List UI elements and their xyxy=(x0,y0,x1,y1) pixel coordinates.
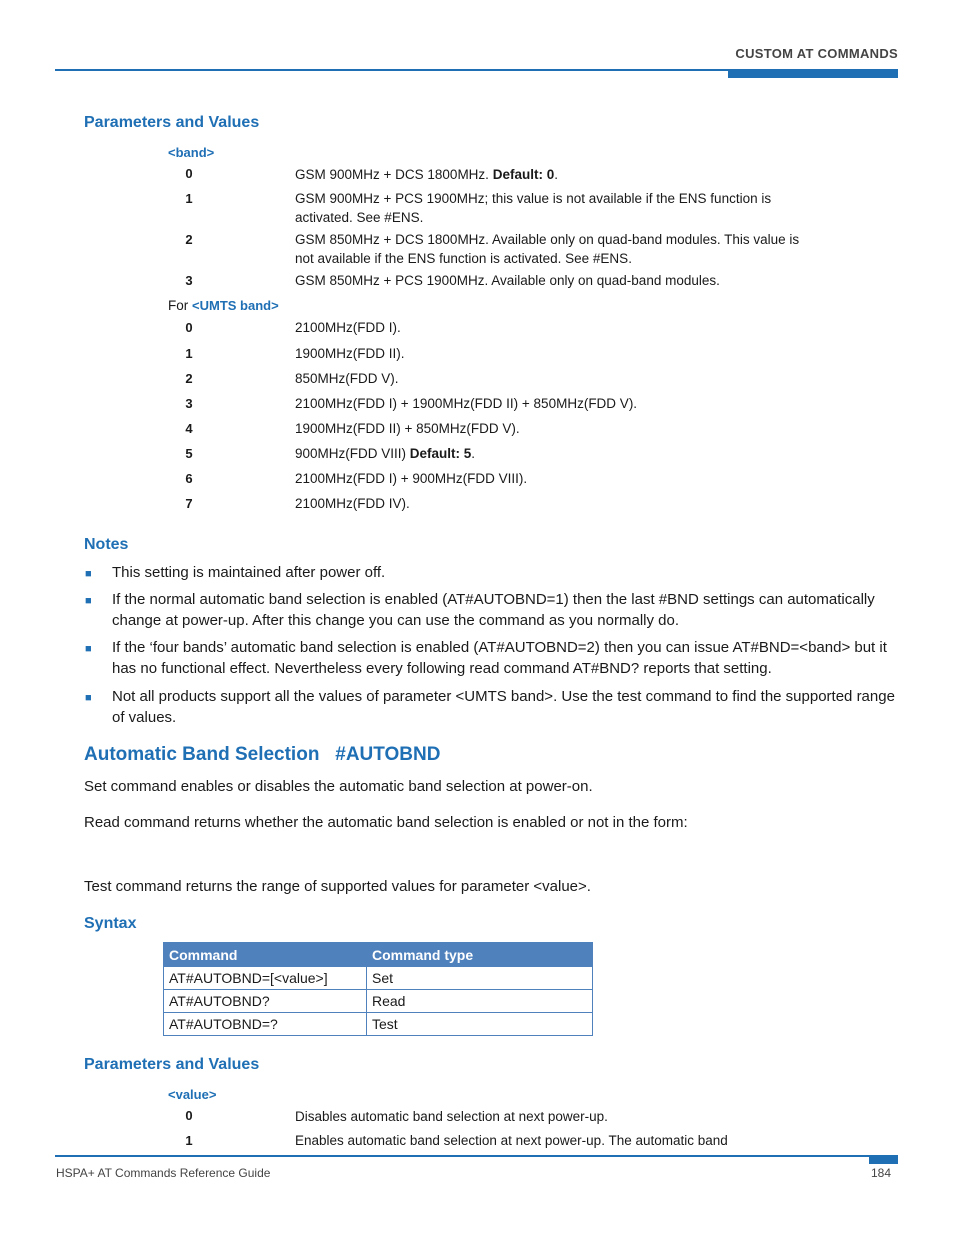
band-desc-3: GSM 850MHz + PCS 1900MHz. Available only on quad-band modules. xyxy=(295,273,720,288)
umts-desc-0: 2100MHz(FDD I). xyxy=(295,320,401,335)
umts-desc-7: 2100MHz(FDD IV). xyxy=(295,496,410,511)
section-heading-parameters-2: Parameters and Values xyxy=(84,1056,260,1073)
read-command-description: Read command returns whether the automatic band selection is enabled or not in the form: xyxy=(84,814,688,831)
umts-code-3: 3 xyxy=(185,396,193,411)
umts-desc-2: 850MHz(FDD V). xyxy=(295,371,399,386)
page-number: 184 xyxy=(871,1166,892,1180)
umts-code-6: 6 xyxy=(185,471,193,486)
note-item-2: If the normal automatic band selection is enabled (AT#AUTOBND=1) then the last #BND settings can automatically change at power-up. After this change you can use the command as you normally do. xyxy=(112,591,875,629)
value-desc-1: Enables automatic band selection at next power-up. The automatic band xyxy=(295,1133,728,1148)
table-cell: AT#AUTOBND=[<value>] xyxy=(164,967,367,990)
param-label-band: <band> xyxy=(168,145,215,160)
table-header-row xyxy=(164,943,593,967)
umts-desc-3: 2100MHz(FDD I) + 1900MHz(FDD II) + 850MHz(FDD V). xyxy=(295,396,638,411)
column-header-command: Command xyxy=(164,943,367,967)
band-code-1: 1 xyxy=(185,191,193,206)
footer-accent-bar xyxy=(869,1155,898,1164)
footer-rule xyxy=(55,1155,898,1157)
param-label-value: <value> xyxy=(168,1087,217,1102)
bullet-icon: ■ xyxy=(85,595,92,607)
value-code-1: 1 xyxy=(185,1133,193,1148)
band-code-3: 3 xyxy=(185,273,193,288)
param-label-umts-band: <UMTS band> xyxy=(192,298,279,313)
umts-desc-4: 1900MHz(FDD II) + 850MHz(FDD V). xyxy=(295,421,520,436)
bullet-icon: ■ xyxy=(85,643,92,655)
bullet-icon: ■ xyxy=(85,692,92,704)
table-cell: AT#AUTOBND? xyxy=(164,990,367,1013)
note-item-1: This setting is maintained after power off. xyxy=(112,564,386,581)
command-title: Automatic Band Selection #AUTOBND xyxy=(84,744,441,765)
table-cell: Test xyxy=(367,1013,593,1036)
band-desc-0: GSM 900MHz + DCS 1800MHz. Default: 0. xyxy=(295,167,558,182)
table-cell: Read xyxy=(367,990,593,1013)
test-command-description: Test command returns the range of supported values for parameter <value>. xyxy=(84,878,591,895)
section-heading-syntax: Syntax xyxy=(84,915,137,932)
table-row xyxy=(164,967,593,990)
table-cell: AT#AUTOBND=? xyxy=(164,1013,367,1036)
value-desc-0: Disables automatic band selection at next power-up. xyxy=(295,1109,608,1124)
umts-code-1: 1 xyxy=(185,346,193,361)
running-header: CUSTOM AT COMMANDS xyxy=(735,46,898,61)
section-heading-parameters: Parameters and Values xyxy=(84,114,260,131)
table-row xyxy=(164,1013,593,1036)
syntax-table xyxy=(163,942,593,1036)
band-desc-2: GSM 850MHz + DCS 1800MHz. Available only on quad-band modules. This value is not available if the ENS function is activated. See #ENS. xyxy=(295,232,800,266)
umts-code-0: 0 xyxy=(185,320,193,335)
umts-intro: For <UMTS band> xyxy=(168,298,279,313)
footer-doc-title: HSPA+ AT Commands Reference Guide xyxy=(56,1166,271,1180)
header-accent-bar xyxy=(728,69,898,78)
umts-code-4: 4 xyxy=(185,421,193,436)
section-heading-notes: Notes xyxy=(84,536,129,553)
set-command-description: Set command enables or disables the automatic band selection at power-on. xyxy=(84,778,593,795)
table-row xyxy=(164,990,593,1013)
band-desc-1: GSM 900MHz + PCS 1900MHz; this value is not available if the ENS function is activated. See #ENS. xyxy=(295,191,772,225)
note-item-4: Not all products support all the values of parameter <UMTS band>. Use the test command to find the supported range of values. xyxy=(112,688,895,726)
umts-desc-5: 900MHz(FDD VIII) Default: 5. xyxy=(295,446,476,461)
column-header-command-type: Command type xyxy=(367,943,593,967)
umts-code-7: 7 xyxy=(185,496,193,511)
bullet-icon: ■ xyxy=(85,568,92,580)
note-item-3: If the ‘four bands’ automatic band selection is enabled (AT#AUTOBND=2) then you can issue AT#BND=<band> but it has no functional effect. Nevertheless every following read command AT#BND? reports that setting. xyxy=(112,639,887,677)
table-cell: Set xyxy=(367,967,593,990)
value-code-0: 0 xyxy=(185,1108,193,1123)
umts-desc-1: 1900MHz(FDD II). xyxy=(295,346,405,361)
band-code-0: 0 xyxy=(185,166,193,181)
umts-desc-6: 2100MHz(FDD I) + 900MHz(FDD VIII). xyxy=(295,471,528,486)
umts-code-2: 2 xyxy=(185,371,193,386)
umts-code-5: 5 xyxy=(185,446,193,461)
band-code-2: 2 xyxy=(185,232,193,247)
